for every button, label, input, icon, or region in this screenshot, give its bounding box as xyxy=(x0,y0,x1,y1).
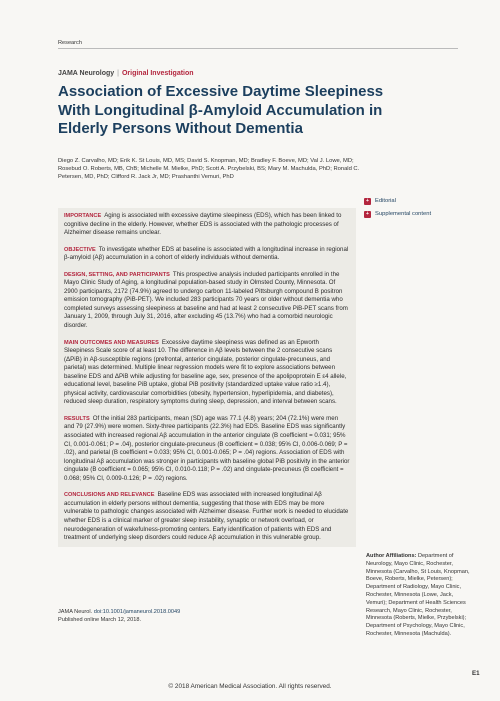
affiliations-heading: Author Affiliations: xyxy=(366,553,417,559)
abstract-importance xyxy=(64,212,350,238)
abstract-box xyxy=(58,208,356,547)
abstract-text: Excessive daytime sleepiness was defined as an Epworth Sleepiness Scale score of at least 10. The difference in Aβ levels between the 2 consecutive scans (ΔPiB) in Aβ-susceptible regions (prefrontal, anterior cingulate, posterior cingulate-precuneus, and parietal) was determined. Multiple linear regression models were fit to explore associations between baseline EDS and ΔPiB while adjusting for baseline age, sex, presence of the apolipoprotein E ε4 allele, educational level, baseline PiB uptake, global PiB positivity (standardized uptake value ratio ≥1.4), physical activity, cardiovascular comorbidities (obesity, hypertension, hyperlipidemia, and diabetes), reduced sleep duration, respiratory symptoms during sleep, depression, and interval between scans. xyxy=(64,338,347,406)
section-divider xyxy=(58,48,458,49)
plus-icon: + xyxy=(364,198,371,205)
abstract-design xyxy=(64,271,350,331)
abstract-heading: IMPORTANCE xyxy=(64,213,102,219)
published-date: Published online March 12, 2018. xyxy=(58,616,142,623)
abstract-text: To investigate whether EDS at baseline is associated with a longitudinal increase in regional β-amyloid (Aβ) accumulation in a cohort of elderly individuals without dementia. xyxy=(64,245,349,262)
doi-link[interactable]: doi:10.1001/jamaneurol.2018.0049 xyxy=(93,609,181,615)
abstract-text: This prospective analysis included participants enrolled in the Mayo Clinic Study of Aging, a longitudinal population-based study in Olmsted County, Minnesota. Of 2900 participants, 2172 (74.9%) agreed to undergo carbon 11-labeled Pittsburgh compound B positron emission tomography (PiB-PET). We included 283 participants 70 years or older without dementia who completed surveys assessing sleepiness at baseline and had at least 2 consecutive PiB-PET scans from January 1, 2009, through July 31, 2016, after excluding 45 (13.7%) who had a comorbid neurologic disorder. xyxy=(64,270,348,330)
abstract-heading: OBJECTIVE xyxy=(64,246,96,253)
editorial-link[interactable] xyxy=(364,197,474,205)
abstract-objective xyxy=(64,246,350,263)
abstract-text: Of the initial 283 participants, mean (SD) age was 77.1 (4.8) years; 204 (72.1%) were men and 79 (27.9%) were women. Sixty-three participants (22.3%) had EDS. Baseline EDS was significantly associated with increased regional Aβ accumulation in the anterior cingulate (B coefficient = 0.031; 95% CI, 0.001-0.061; P = .04), posterior cingulate-precuneus (B coefficient = 0.038; 95% CI, 0.006-0.069; P = .02), and parietal (B coefficient = 0.033; 95% CI, 0.001-0.065; P = .04) regions. Association of EDS with longitudinal Aβ accumulation was stronger in participants with baseline global PiB positivity in the anterior cingulate (B coefficient = 0.065; 95% CI, 0.010-0.118; P = .02) and cingulate-precuneus (B coefficient = 0.068; 95% CI, 0.009-0.126; P = .02) regions. xyxy=(64,414,350,482)
abstract-conclusions xyxy=(64,491,350,542)
plus-icon: + xyxy=(364,211,371,218)
supplemental-content-label: Supplemental content xyxy=(375,211,432,217)
journal-name: JAMA Neurology xyxy=(58,70,115,77)
journal-line xyxy=(58,70,194,77)
article-type: Original Investigation xyxy=(121,70,194,77)
abstract-heading: DESIGN, SETTING, AND PARTICIPANTS xyxy=(64,271,170,278)
citation-line xyxy=(58,609,180,617)
author-list: Diego Z. Carvalho, MD; Erik K. St Louis, MD, MS; David S. Knopman, MD; Bradley F. Boeve, MD; Val J. Lowe, MD; Rosebud O. Roberts, MB, ChB; Michelle M. Mielke, PhD; Scott A. Przybelski, BS; Mary M. Machulda, PhD; Ronald C. Petersen, MD, PhD; Clifford R. Jack Jr, MD; Prashanthi Vemuri, PhD xyxy=(58,158,360,181)
abstract-text: Aging is associated with excessive daytime sleepiness (EDS), which has been linked to cognitive decline in the elderly. However, whether EDS is associated with the pathologic processes of Alzheimer disease remains unclear. xyxy=(64,212,342,237)
copyright-notice: © 2018 American Medical Association. All rights reserved. xyxy=(168,683,332,690)
citation-meta xyxy=(58,609,180,624)
abstract-results xyxy=(64,415,350,483)
supplemental-content-link[interactable] xyxy=(364,210,474,218)
affiliations-text: Department of Neurology, Mayo Clinic, Rochester, Minnesota (Carvalho, St Louis, Knopman, Boeve, Roberts, Mielke, Petersen); Department of Radiology, Mayo Clinic, Rochester, Minnesota (Lowe, Jack, Vemuri); Department of Health Sciences Research, Mayo Clinic, Rochester, Minnesota (Roberts, Mielke, Przybelski); Department of Psychology, Mayo Clinic, Rochester, Minnesota (Machulda). xyxy=(366,553,470,637)
section-label: Research xyxy=(58,40,82,46)
article-title: Association of Excessive Daytime Sleepiness With Longitudinal β-Amyloid Accumulation in Elderly Persons Without Dementia xyxy=(58,83,384,137)
abstract-heading: RESULTS xyxy=(64,415,90,422)
abstract-heading: CONCLUSIONS AND RELEVANCE xyxy=(64,492,155,499)
journal-separator: | xyxy=(117,70,119,77)
journal-abbrev: JAMA Neurol. xyxy=(58,609,93,615)
abstract-text: Baseline EDS was associated with increased longitudinal Aβ accumulation in elderly persons without dementia, suggesting that those with EDS may be more vulnerable to pathologic changes associated with Alzheimer disease. Further work is needed to elucidate whether EDS is a clinical marker of greater sleep instability, synaptic or network overload, or neurodegeneration of wakefulness-promoting centers. Early identification of patients with EDS and treatment of underlying sleep disorders could reduce Aβ accumulation in this vulnerable group. xyxy=(64,491,349,542)
abstract-heading: MAIN OUTCOMES AND MEASURES xyxy=(64,339,159,346)
related-content xyxy=(364,197,474,223)
page-number: E1 xyxy=(472,670,480,677)
abstract-outcomes xyxy=(64,339,350,407)
editorial-label: Editorial xyxy=(375,198,396,204)
author-affiliations xyxy=(366,553,474,639)
